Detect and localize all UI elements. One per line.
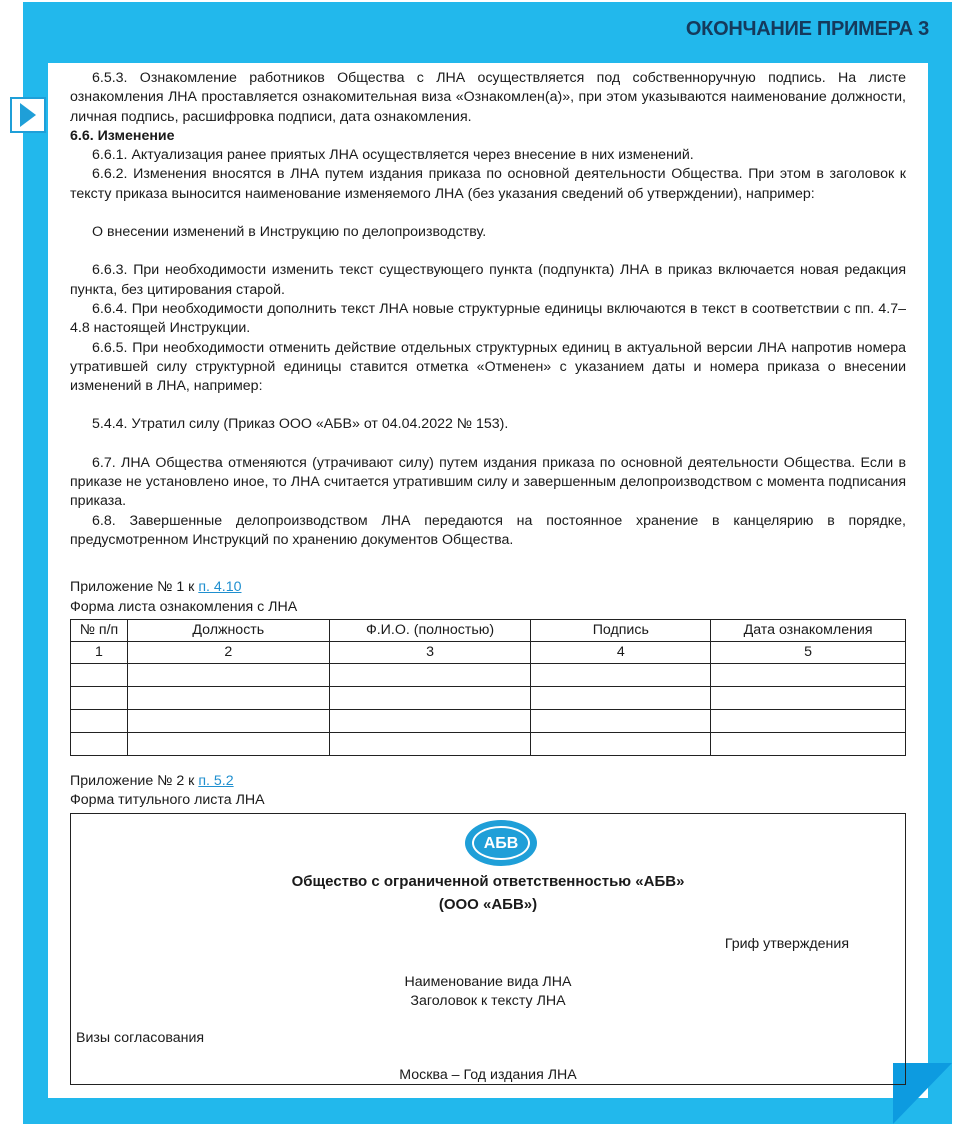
- paragraph-6-6-4: 6.6.4. При необходимости дополнить текст ЛНА новые структурные единицы включаются в текст в соответствии с пп. 4.7–4.8 настоящей Инструкции.: [70, 300, 906, 337]
- table-cell: [127, 709, 329, 732]
- place-year-label: Москва – Год издания ЛНА: [399, 1067, 577, 1084]
- table-cell: [127, 663, 329, 686]
- col-header-full-name: Ф.И.О. (полностью): [329, 619, 531, 641]
- appendix-2-reference: [70, 772, 906, 791]
- paragraph-6-6-5: 6.6.5. При необходимости отменить действие отдельных структурных единиц в актуальной версии ЛНА напротив номера утратившей силу структурной единицы ставится отметка «Отменен» с указанием даты и номера приказа о внесении изменений в ЛНА, например:: [70, 339, 906, 395]
- title-page-form: [70, 813, 906, 1085]
- table-cell: [329, 709, 531, 732]
- table-cell: 1: [71, 641, 128, 663]
- table-header-row: [71, 619, 906, 641]
- appendix-1-form-title: Форма листа ознакомления с ЛНА: [70, 598, 298, 615]
- paragraph-6-6-3: 6.6.3. При необходимости изменить текст существующего пункта (подпункта) ЛНА в приказ включается новая редакция пункта, без цитирования старой.: [70, 262, 906, 298]
- logo-text: АБВ: [472, 826, 530, 860]
- table-row: [71, 732, 906, 755]
- paragraph-6-7: 6.7. ЛНА Общества отменяются (утрачивают силу) путем издания приказа по основной деятельности Общества. Если в приказе не установлено иное, то ЛНА считается утратившим силу и завершенным делопроизводством с момента подписания приказа.: [70, 454, 906, 510]
- table-cell: [711, 709, 906, 732]
- table-numbering-row: [71, 641, 906, 663]
- example-repealed-item: 5.4.4. Утратил силу (Приказ ООО «АБВ» от 04.04.2022 № 153).: [92, 416, 509, 433]
- table-cell: [71, 732, 128, 755]
- table-cell: [531, 663, 711, 686]
- table-cell: [329, 663, 531, 686]
- table-cell: [329, 732, 531, 755]
- col-header-number: № п/п: [71, 619, 128, 641]
- appendix-1-link[interactable]: п. 4.10: [198, 579, 242, 596]
- paragraph-6-6-2: 6.6.2. Изменения вносятся в ЛНА путем издания приказа по основной деятельности Общества. При этом в заголовок к тексту приказа выносится наименование изменяемого ЛНА (без указания сведений об утверждении), например:: [70, 166, 906, 202]
- table-cell: 3: [329, 641, 531, 663]
- table-cell: [127, 686, 329, 709]
- paragraph-6-8: 6.8. Завершенные делопроизводством ЛНА передаются на постоянное хранение в канцелярию в порядке, предусмотренном Инструкций по хранению документов Общества.: [70, 512, 906, 548]
- table-cell: [711, 686, 906, 709]
- table-cell: [71, 709, 128, 732]
- table-cell: [329, 686, 531, 709]
- table-cell: 4: [531, 641, 711, 663]
- appendix-2-prefix: Приложение № 2 к: [70, 772, 199, 789]
- acquaintance-table: [70, 619, 906, 756]
- table-cell: [71, 686, 128, 709]
- table-cell: [71, 663, 128, 686]
- table-cell: 5: [711, 641, 906, 663]
- document-heading-label: Заголовок к тексту ЛНА: [410, 993, 566, 1010]
- table-cell: [711, 732, 906, 755]
- table-cell: [711, 663, 906, 686]
- appendix-1-prefix: Приложение № 1 к: [70, 579, 199, 596]
- table-cell: [531, 686, 711, 709]
- table-row: [71, 686, 906, 709]
- col-header-position: Должность: [127, 619, 329, 641]
- table-cell: 2: [127, 641, 329, 663]
- document-body: [70, 69, 906, 1085]
- play-triangle-icon: [10, 97, 46, 133]
- company-full-name: Общество с ограниченной ответственностью «АБВ»: [291, 873, 685, 891]
- appendix-2-form-title: Форма титульного листа ЛНА: [70, 792, 265, 809]
- company-logo: [465, 820, 537, 866]
- col-header-signature: Подпись: [531, 619, 711, 641]
- company-short-name: (ООО «АБВ»): [438, 896, 538, 914]
- section-title: ОКОНЧАНИЕ ПРИМЕРА 3: [685, 18, 929, 40]
- table-row: [71, 709, 906, 732]
- appendix-1-reference: [70, 578, 906, 597]
- heading-6-6: 6.6. Изменение: [70, 127, 175, 144]
- document-type-label: Наименование вида ЛНА: [404, 974, 572, 991]
- table-cell: [127, 732, 329, 755]
- example-order-title: О внесении изменений в Инструкцию по делопроизводству.: [92, 224, 487, 241]
- appendix-2-link[interactable]: п. 5.2: [198, 772, 234, 789]
- approval-visas-label: Визы согласования: [76, 1030, 205, 1047]
- table-row: [71, 663, 906, 686]
- table-cell: [531, 709, 711, 732]
- col-header-date: Дата ознакомления: [711, 619, 906, 641]
- table-cell: [531, 732, 711, 755]
- approval-stamp-label: Гриф утверждения: [724, 936, 849, 953]
- paragraph-6-5-3: 6.5.3. Ознакомление работников Общества с ЛНА осуществляется под собственноручную подпись. На листе ознакомления ЛНА проставляется ознакомительная виза «Ознакомлен(а)», при этом указываются наименование должности, личная подпись, расшифровка подписи, дата ознакомления.: [70, 70, 906, 125]
- paragraph-6-6-1: 6.6.1. Актуализация ранее приятых ЛНА осуществляется через внесение в них изменений.: [92, 147, 694, 164]
